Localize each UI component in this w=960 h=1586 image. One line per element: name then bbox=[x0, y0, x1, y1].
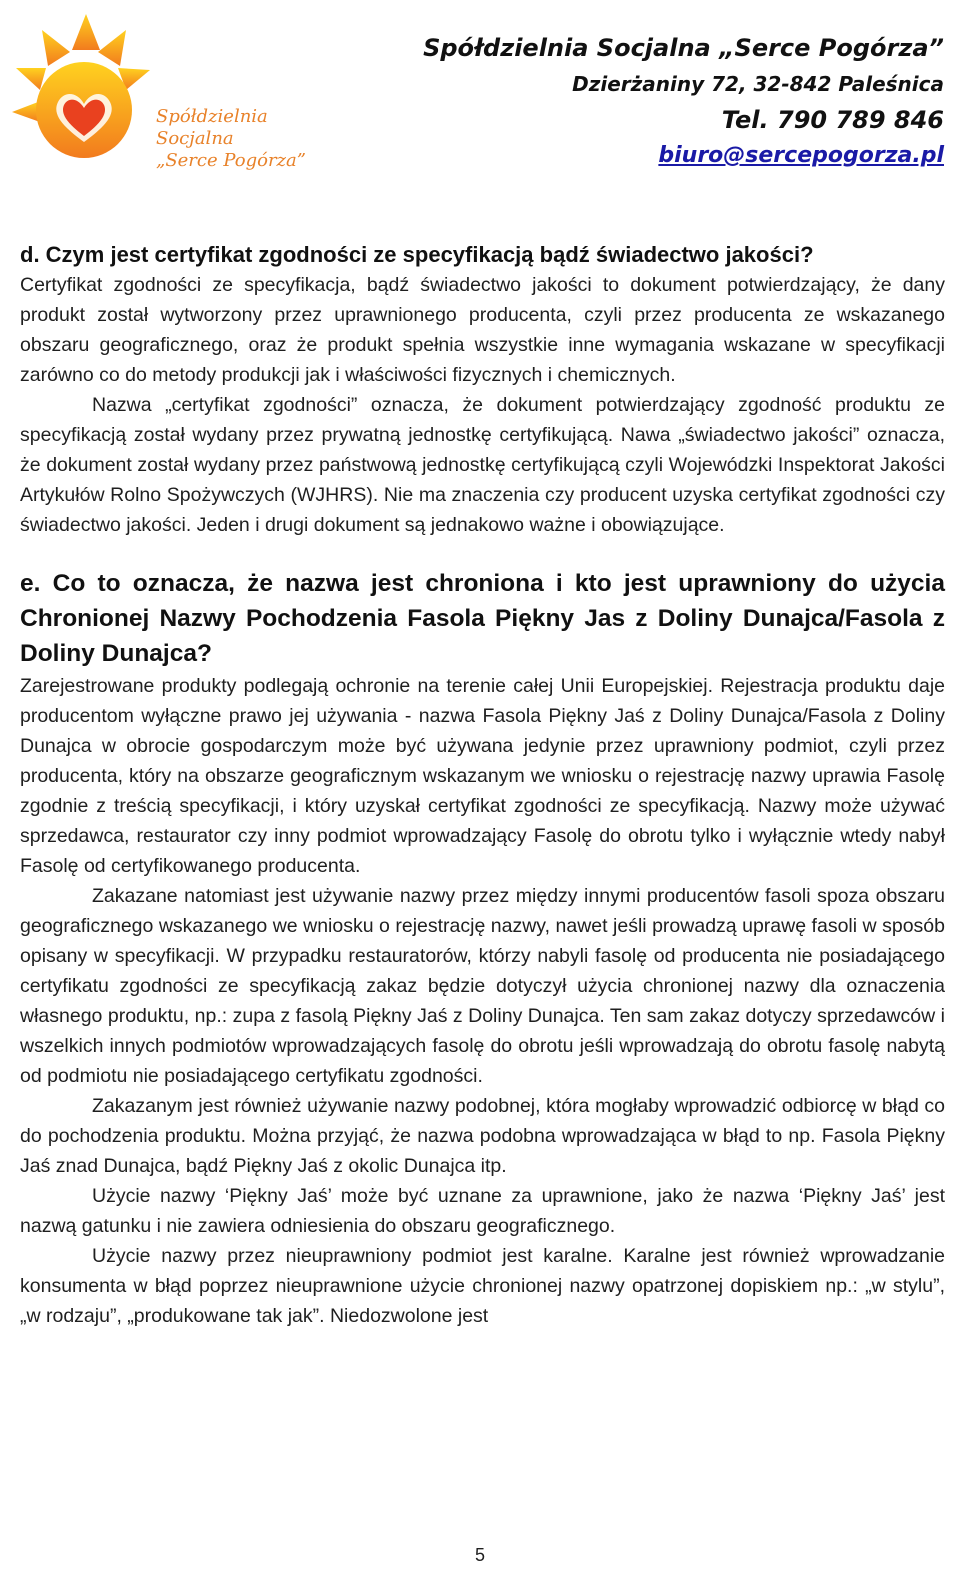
section-d-paragraph-2: Nazwa „certyfikat zgodności” oznacza, że dokument potwierdzający zgodność produktu ze specyfikacją został wydany przez prywatną jednostkę certyfikującą. Nawa „świadectwo jakości” oznacza, że dokument został wydany przez państwową jednostkę certyfikującą czyli Wojewódzki Inspektorat Jakości Artykułów Rolno Spożywczych (WJHRS). Nie ma znaczenia czy producent uzyska certyfikat zgodności czy świadectwo jakości. Jeden i drugi dokument są jednakowo ważne i obowiązujące. bbox=[20, 394, 945, 536]
logo-line-1: Spółdzielnia Socjalna bbox=[156, 106, 268, 149]
letterhead bbox=[0, 0, 960, 200]
logo bbox=[8, 10, 348, 170]
address: Dzierżaniny 72, 32-842 Paleśnica bbox=[572, 72, 944, 96]
page-number: 5 bbox=[474, 1545, 485, 1565]
section-d-heading: d. Czym jest certyfikat zgodności ze specyfikacją bądź świadectwo jakości? bbox=[20, 242, 814, 267]
email-link[interactable]: biuro@sercepogorza.pl bbox=[658, 143, 944, 168]
section-e-paragraph-4: Użycie nazwy ‘Piękny Jaś’ może być uznane za uprawnione, jako że nazwa ‘Piękny Jaś’ jest nazwą gatunku i nie zawiera odniesienia do obszaru geograficznego. bbox=[20, 1185, 945, 1237]
section-e-paragraph-2: Zakazane natomiast jest używanie nazwy przez między innymi producentów fasoli spoza obszaru geograficznego wskazanego we wniosku o rejestrację nazwy, nawet jeśli prowadzą uprawę fasoli w sposób opisany w specyfikacji. W przypadku restauratorów, którzy nabyli fasolę od producenta nie posiadającego certyfikatu zgodności ze specyfikacją zakaz będzie dotyczył użycia chronionej nazwy dla oznaczenia własnego produktu, np.: zupa z fasolą Piękny Jaś z Doliny Dunajca. Ten sam zakaz dotyczy sprzedawców i wszelkich innych podmiotów wprowadzających fasolę do obrotu jeśli wprowadzają do obrotu fasolę nabytą od podmiotu nie posiadającego certyfikatu zgodności. bbox=[20, 885, 945, 1087]
contact-block bbox=[423, 30, 944, 174]
section-e-paragraph-5: Użycie nazwy przez nieuprawniony podmiot jest karalne. Karalne jest również wprowadzanie konsumenta w błąd poprzez nieuprawnione użycie chronionej nazwy opatrzonej dopiskiem np.: „w stylu”, „w rodzaju”, „produkowane tak jak”. Niedozwolone jest bbox=[20, 1245, 945, 1327]
logo-wordmark bbox=[156, 106, 348, 172]
document-body bbox=[20, 240, 945, 1331]
section-e-heading: e. Co to oznacza, że nazwa jest chroniona i kto jest uprawniony do użycia Chronionej Nazwy Pochodzenia Fasola Piękny Jas z Doliny Dunajca/Fasola z Doliny Dunajca? bbox=[20, 570, 945, 667]
section-d-paragraph-1: Certyfikat zgodności ze specyfikacja, bądź świadectwo jakości to dokument potwierdzający, że dany produkt został wytworzony przez uprawnionego producenta, czyli przez producenta ze wskazanego obszaru geograficznego, oraz że produkt spełnia wszystkie inne wymagania wskazane w specyfikacji zarówno co do metody produkcji jak i właściwości fizycznych i chemicznych. bbox=[20, 274, 945, 386]
logo-line-2: „Serce Pogórza” bbox=[156, 150, 306, 171]
section-e-paragraph-3: Zakazanym jest również używanie nazwy podobnej, która mogłaby wprowadzić odbiorcę w błąd co do pochodzenia produktu. Można przyjąć, że nazwa podobna wprowadzająca w błąd to np. Fasola Piękny Jaś znad Dunajca, bądź Piękny Jaś z okolic Dunajca itp. bbox=[20, 1095, 945, 1177]
section-e-paragraph-1: Zarejestrowane produkty podlegają ochronie na terenie całej Unii Europejskiej. Rejestracja produktu daje producentom wyłączne prawo jej używania - nazwa Fasola Piękny Jaś z Doliny Dunajca/Fasola z Doliny Dunajca w obrocie gospodarczym może być używana jedynie przez uprawniony podmiot, czyli przez producenta, który na obszarze geograficznym wskazanym we wniosku o rejestrację nazwy uprawia Fasolę zgodnie z treścią specyfikacji, i który uzyskał certyfikat zgodności ze specyfikacją. Nazwy może używać sprzedawca, restaurator czy inny podmiot wprowadzający Fasolę do obrotu tylko i wyłącznie wtedy nabył Fasolę od certyfikowanego producenta. bbox=[20, 675, 945, 877]
organization-name: Spółdzielnia Socjalna „Serce Pogórza” bbox=[423, 34, 944, 62]
phone: Tel. 790 789 846 bbox=[721, 106, 944, 134]
